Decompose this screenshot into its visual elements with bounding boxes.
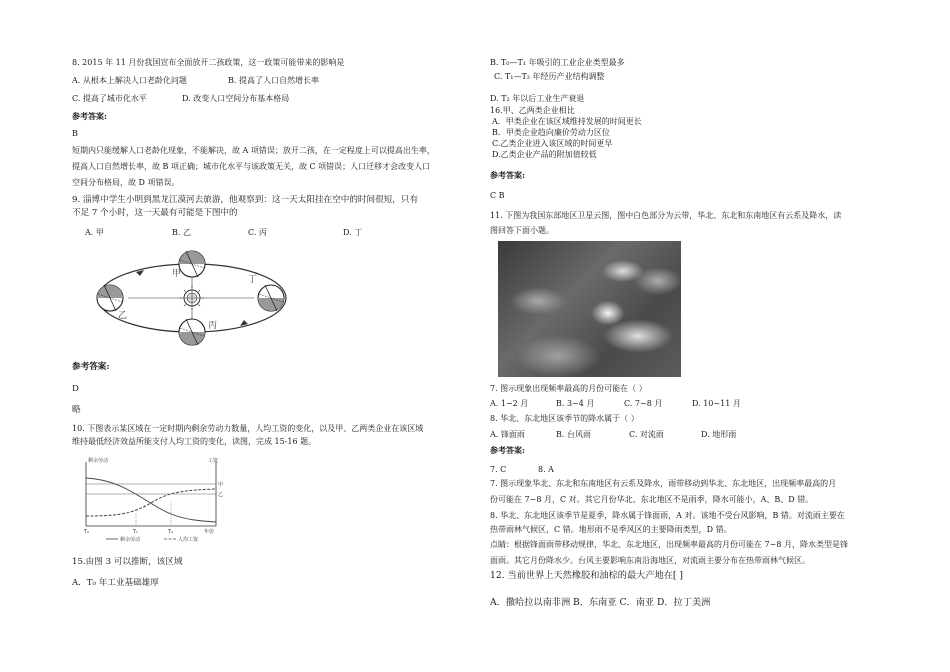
earth-icon (179, 251, 205, 277)
q11-reference-label: 参考答案: (490, 445, 525, 455)
q11-answer-7: 7. C (490, 465, 507, 474)
q11-7-option-d: D. 10~11 月 (692, 399, 741, 408)
q16-option-b: B．甲类企业趋向廉价劳动力区位 (492, 128, 610, 137)
earth-icon (179, 319, 205, 345)
q9-stem-line: 9. 淄博中学生小明到黑龙江漠河去旅游，他观察到：这一天太阳挂在空中的时间很短，只有 (72, 195, 419, 205)
earth-icon (97, 285, 123, 311)
satellite-cloud-image (498, 241, 681, 377)
q11-8-option-a: A. 锋面雨 (490, 430, 525, 439)
q10-stem-line: 10. 下图表示某区域在一定时期内剩余劳动力数量，人均工资的变化，以及甲、乙两类企业在该区域 (72, 424, 424, 433)
q9-option-c: C. 丙 (248, 228, 267, 237)
q8-explanation-line: 短期内只能缓解人口老龄化现象，不能解决，故 A 项错误；放开二孩，在一定程度上可以提高出生率， (72, 146, 435, 155)
q16-answer: C B (490, 191, 505, 200)
q8-explanation-line: 提高人口自然增长率，故 B 项正确；城市化水平与该政策无关，故 C 项错误；人口迁移才会改变人口 (72, 162, 431, 171)
tick-t1: T₁ (133, 529, 139, 535)
q12-options: A．撒哈拉以南非洲 B．东南亚 C．南亚 D．拉丁美洲 (490, 597, 711, 608)
label-yi: 乙 (118, 311, 128, 321)
q11-7-option-c: C. 7~8 月 (624, 399, 663, 408)
q9-answer: D (72, 384, 79, 394)
q11-8-option-b: B. 台风雨 (556, 430, 591, 439)
q15-option-c: C. T₁—T₂ 年经历产业结构调整 (494, 72, 605, 81)
q16-reference-label: 参考答案: (490, 170, 525, 180)
q8-option-a: A. 从根本上解决人口老龄化问题 (72, 76, 187, 85)
q11-answer-8: 8. A (538, 465, 554, 474)
q8-stem: 8. 2015 年 11 月份我国宣布全面放开二孩政策，这一政策可能带来的影响是 (72, 58, 345, 67)
series-yi-label: 乙 (218, 492, 224, 498)
q11-tip-line: 点睛：根据锋面雨带移动规律，华北、东北地区，出现频率最高的月份可能在 7~8 月，降水类型是锋 (490, 540, 848, 549)
q11-explanation-line: 份可能在 7~8 月，C 对。其它月份华北、东北地区不是雨季，降水可能小，A、B、D 错。 (490, 495, 814, 504)
q11-explanation-line: 8. 华北、东北地区该季节是夏季，降水属于锋面雨，A 对。该地不受台风影响，B 错。对流雨主要在 (490, 511, 845, 520)
q8-answer: B (72, 129, 78, 138)
q11-explanation-line: 7. 图示现象华北、东北和东南地区有云系及降水，雨带移动到华北、东北地区，出现频率最高的月 (490, 479, 837, 488)
legend-wage-label: 人均工资 (178, 537, 199, 543)
x-axis-end-label: 年份 (204, 529, 215, 535)
q11-7-option-a: A. 1~2 月 (490, 399, 529, 408)
q8-option-b: B. 提高了人口自然增长率 (228, 76, 319, 85)
q11-stem-line: 11. 下图为我国东部地区卫星云图，图中白色部分为云带，华北、东北和东南地区有云系及降水，读 (490, 211, 842, 220)
tick-t2: T₂ (168, 529, 174, 535)
q11-7-option-b: B. 3~4 月 (556, 399, 595, 408)
q16-option-a: A．甲类企业在该区域维持发展的时间更长 (492, 117, 642, 126)
q11-8-option-d: D. 地形雨 (701, 430, 737, 439)
q11-tip-line: 面雨。其它月份降水少。台风主要影响东南沿海地区，对流雨主要分布在热带雨林气候区。 (490, 556, 810, 565)
earth-orbit-diagram (88, 246, 298, 352)
q11-explanation-line: 热带雨林气候区，C 错。地形雨不是季风区的主要降雨类型，D 错。 (490, 525, 732, 534)
q15-option-d: D. T₂ 年以后工业生产衰退 (490, 94, 585, 103)
q9-option-a: A. 甲 (85, 228, 104, 237)
q11-8-stem: 8. 华北、东北地区该季节的降水属于（ ） (490, 414, 639, 423)
label-ding: 丁 (248, 275, 258, 285)
q15-option-a: A．T₀ 年工业基础雄厚 (72, 578, 159, 588)
q16-option-c: C.乙类企业进入该区域的时间更早 (492, 139, 613, 148)
q9-option-d: D. 丁 (343, 228, 363, 237)
labor-wage-chart (76, 454, 236, 546)
q11-8-option-c: C. 对流雨 (629, 430, 664, 439)
chart-right-axis-label: 工资 (208, 458, 219, 464)
q11-stem-line: 图回答下面小题。 (490, 226, 554, 235)
chart-left-axis-label: 剩余劳动 (88, 458, 109, 464)
label-bing: 丙 (208, 321, 218, 331)
q8-explanation-line: 空间分布格局，故 D 项错误。 (72, 178, 180, 187)
label-jia: 甲 (172, 269, 182, 279)
q8-option-d: D. 改变人口空间分布基本格局 (182, 94, 290, 103)
wage-curve (86, 489, 216, 516)
q8-option-c: C. 提高了城市化水平 (72, 94, 147, 103)
q9-option-b: B. 乙 (172, 228, 191, 237)
q12-stem: 12. 当前世界上天然橡胶和油棕的最大产地在[ ] (490, 570, 683, 581)
q9-explanation: 略 (72, 405, 81, 415)
tick-t0: T₀ (84, 529, 90, 535)
legend-surplus-label: 剩余劳动 (120, 537, 141, 543)
q16-stem: 16.甲、乙两类企业相比 (490, 106, 575, 115)
q8-reference-label: 参考答案: (72, 111, 107, 121)
series-jia-label: 甲 (218, 482, 224, 488)
earth-icon (258, 285, 284, 311)
q10-stem-line: 维持最低经济效益所能支付人均工资的变化，读图，完成 15-16 题。 (72, 437, 317, 446)
q9-stem-line: 不足 7 个小时，这一天最有可能是下图中的 (72, 208, 238, 218)
q15-option-b: B. T₀—T₁ 年吸引的工业企业类型最多 (490, 58, 625, 67)
q9-reference-label: 参考答案: (72, 362, 110, 372)
q16-option-d: D.乙类企业产品的附加值较低 (492, 150, 597, 159)
q11-7-stem: 7. 图示现象出现频率最高的月份可能在（ ） (490, 384, 647, 393)
q15-stem: 15.由图 3 可以推断，该区域 (72, 557, 183, 567)
